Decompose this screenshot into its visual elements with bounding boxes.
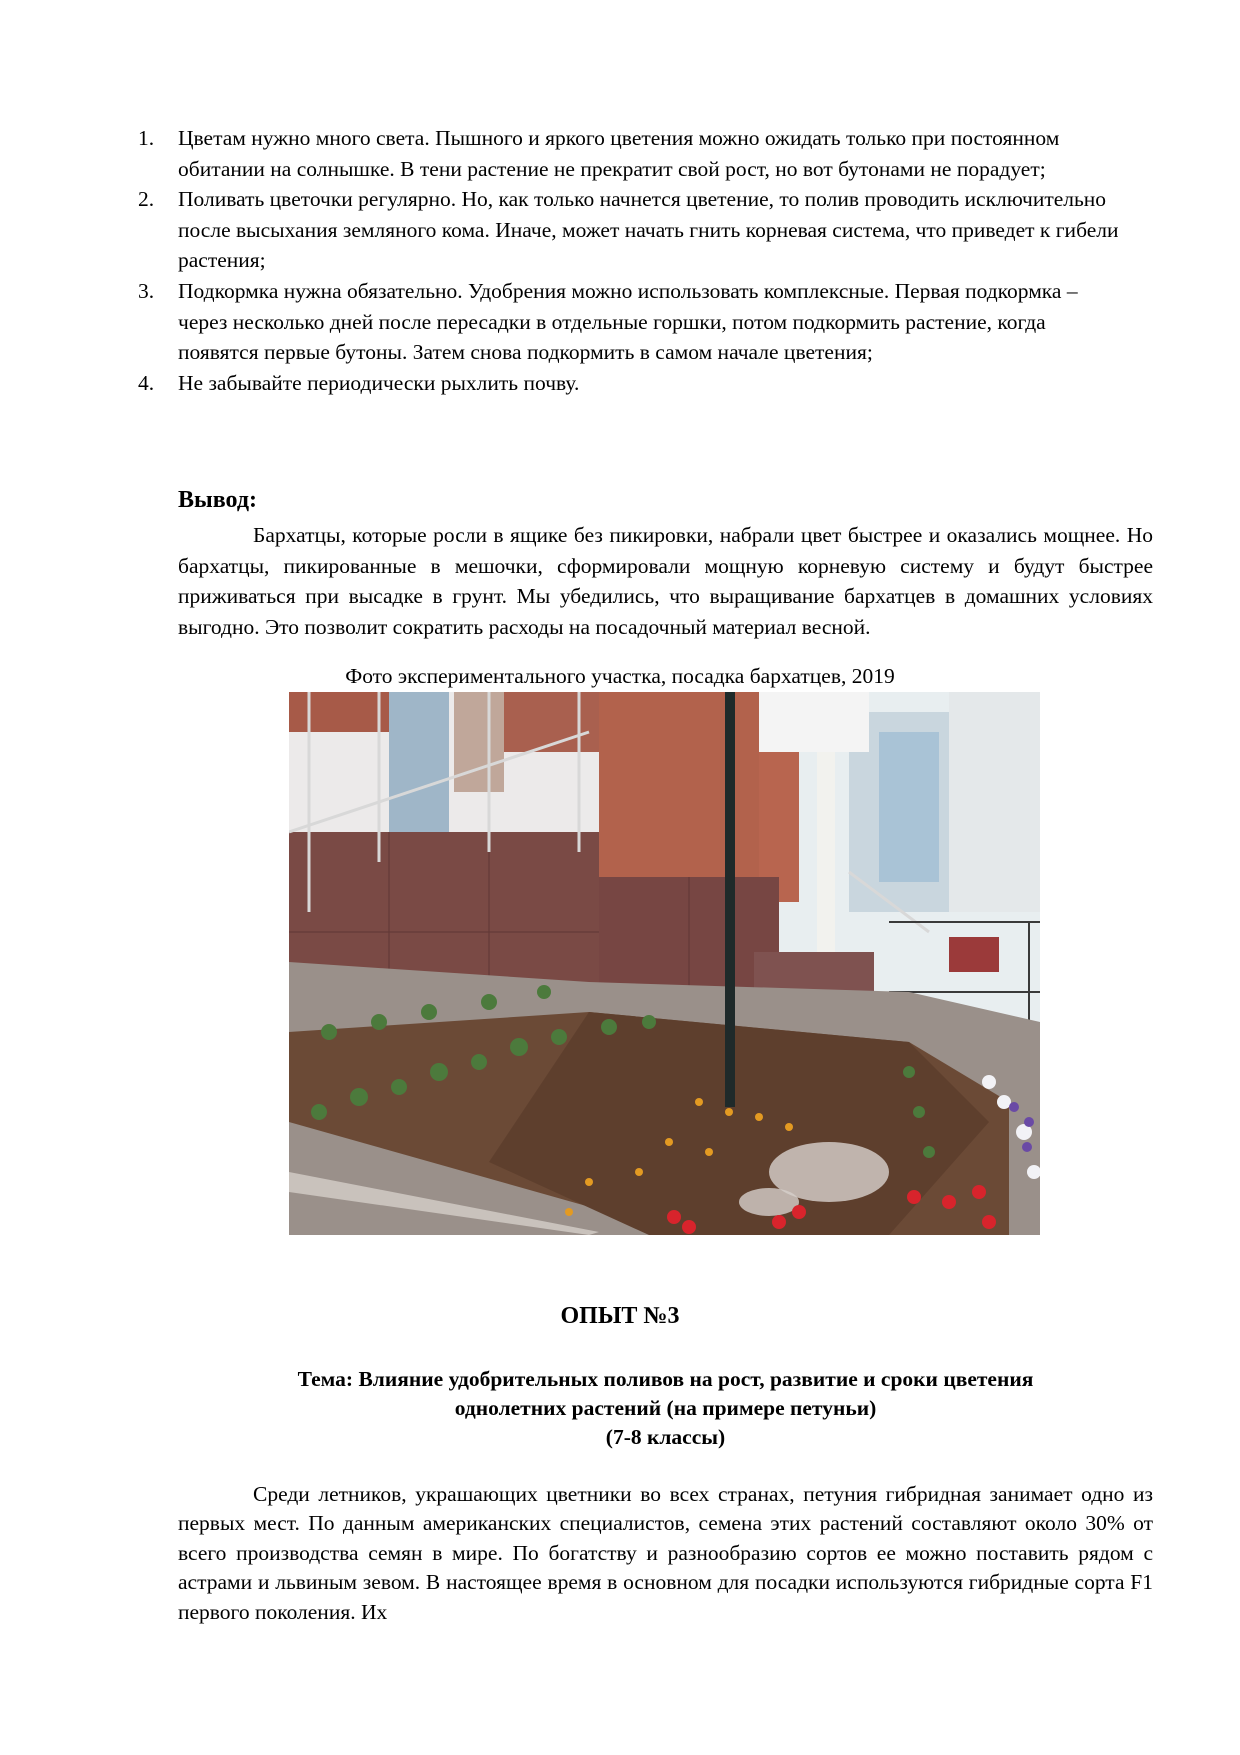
list-text: Цветам нужно много света. Пышного и яркого цветения можно ожидать только при постоянном обитании на солнышке. В тени растение не прекратит свой рост, но вот бутонами не порадует; — [178, 126, 1060, 181]
list-number: 4. — [138, 370, 155, 395]
garden-photo — [289, 692, 1040, 1235]
list-text: Поливать цветочки регулярно. Но, как только начнется цветение, то полив проводить исключительно после высыхания земляного кома. Иначе, может начать гнить корневая система, что приведет к гибели растения; — [178, 187, 1119, 273]
experiment-title: ОПЫТ №3 — [560, 1303, 680, 1329]
conclusion-text: Бархатцы, которые росли в ящике без пикировки, набрали цвет быстрее и оказались мощнее. Но бархатцы, пикированные в мешочки, сформировали мощную корневую систему и будут быстрее приживаться при высадке в грунт. Мы убедились, что выращивание бархатцев в домашних условиях выгодно. Это позволит сократить расходы на посадочный материал весной. — [178, 523, 1153, 639]
topic-line-1: Тема: Влияние удобрительных поливов на рост, развитие и сроки цветения — [297, 1367, 1034, 1391]
list-item — [138, 276, 1128, 368]
conclusion-heading: Вывод: — [178, 487, 257, 513]
list-number: 1. — [138, 126, 155, 150]
list-number: 2. — [138, 187, 155, 212]
list-text: Подкормка нужна обязательно. Удобрения можно использовать комплексные. Первая подкормка – через несколько дней после пересадки в отдельные горшки, потом подкормить растение, когда появятся первые бутоны. Затем снова подкормить в самом начале цветения; — [178, 278, 1078, 365]
list-item — [138, 368, 1128, 399]
topic-grades: (7-8 классы) — [605, 1425, 726, 1449]
topic-line-2: однолетних растений (на примере петуньи) — [454, 1396, 877, 1420]
list-number: 3. — [138, 278, 155, 303]
care-list — [138, 123, 1128, 398]
list-text: Не забывайте периодически рыхлить почву. — [178, 370, 580, 395]
photo-caption: Фото экспериментального участка, посадка бархатцев, 2019 — [345, 664, 895, 688]
experiment-topic — [178, 1365, 1153, 1452]
garden-photo-illustration — [289, 692, 1040, 1235]
list-item — [138, 123, 1128, 184]
list-item — [138, 184, 1128, 276]
experiment-intro-paragraph: Среди летников, украшающих цветники во всех странах, петуния гибридная занимает одно из первых мест. По данным американских специалистов, семена этих растений составляют около 30% от всего производства семян в мире. По богатству и разнообразию сортов ее можно поставить рядом с астрами и львиным зевом. В настоящее время в основном для посадки используются гибридные сорта F1 первого поколения. Их — [178, 1482, 1153, 1624]
